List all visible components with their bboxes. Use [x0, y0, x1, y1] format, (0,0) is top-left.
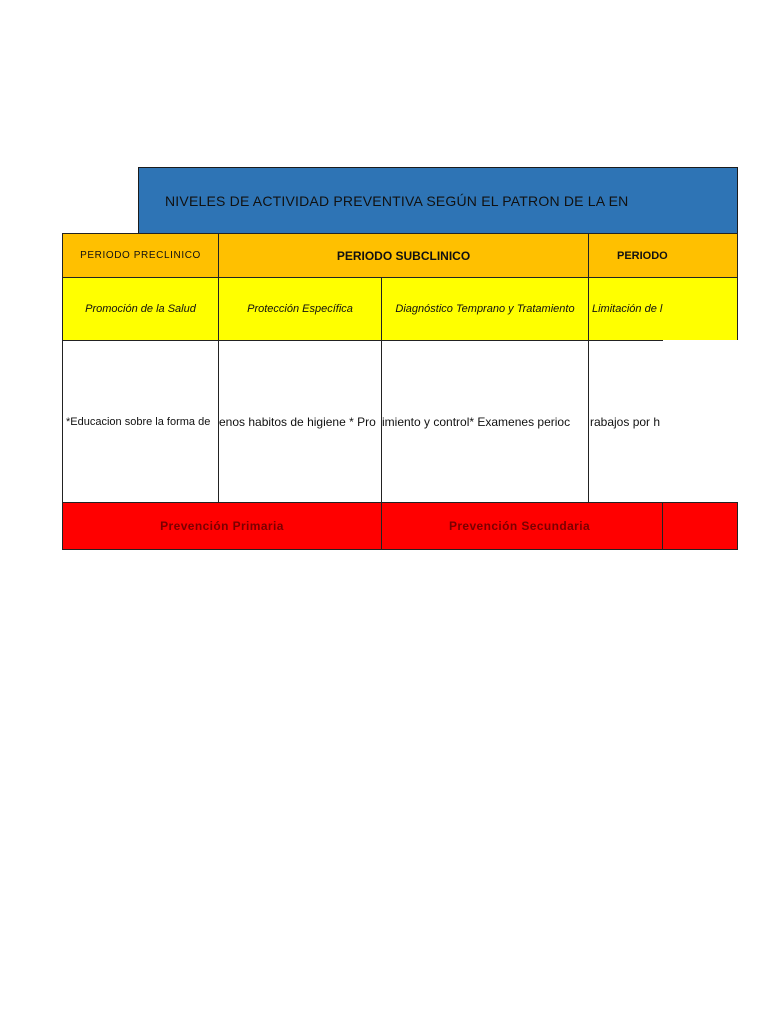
clip-content: [663, 340, 739, 502]
content-col1-text: *Educacion sobre la forma de: [66, 415, 211, 428]
prevention-primaria-cell: [62, 502, 382, 550]
prevention-secundaria-cell: [381, 502, 738, 550]
period-third-label: PERIODO: [617, 249, 668, 262]
table-title-text: NIVELES DE ACTIVIDAD PREVENTIVA SEGÚN EL PATRON DE LA EN: [165, 192, 629, 209]
period-preclinico-label: PERIODO PRECLINICO: [80, 250, 201, 261]
period-third-cell: [588, 233, 738, 278]
content-col2-text: enos habitos de higiene * Pro: [219, 414, 376, 429]
action-promocion-label: Promoción de la Salud: [85, 303, 196, 315]
action-limitacion-label: Limitación de l: [592, 303, 663, 315]
action-diagnostico-cell: [381, 277, 589, 341]
period-subclinico-cell: [218, 233, 589, 278]
action-proteccion-label: Protección Específica: [247, 303, 353, 315]
action-diagnostico-label: Diagnóstico Temprano y Tratamiento: [395, 303, 575, 315]
period-subclinico-label: PERIODO SUBCLINICO: [336, 248, 471, 263]
content-col3-cell: [381, 340, 589, 503]
action-proteccion-cell: [218, 277, 382, 341]
content-col2-cell: [218, 340, 382, 503]
table-title: [138, 167, 738, 234]
prevention-primaria-label: Prevención Primaria: [160, 519, 284, 533]
content-col1-cell: [62, 340, 219, 503]
clip-border: [662, 503, 663, 549]
action-limitacion-cell: [588, 277, 738, 341]
prevention-secundaria-label: Prevención Secundaria: [448, 519, 591, 533]
content-col4-text: rabajos por h: [590, 414, 661, 429]
content-col3-text: imiento y control* Examenes perioc: [382, 414, 571, 429]
period-preclinico-cell: [62, 233, 219, 278]
action-promocion-cell: [62, 277, 219, 341]
